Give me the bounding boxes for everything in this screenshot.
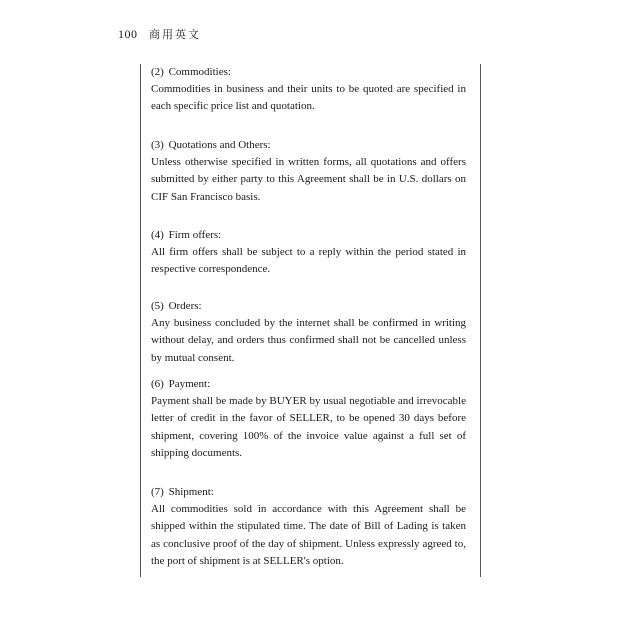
clause-shipment — [151, 484, 466, 571]
page-header — [118, 26, 201, 42]
clause-number: (7) — [151, 486, 164, 498]
clause-body: Payment shall be made by BUYER by usual negotiable and irrevocable letter of credit in the favor of SELLER, to be opened 30 days before shipment, covering 100% of the invoice value against a full set of shipping documents. — [151, 395, 466, 460]
clause-firm-offers — [151, 227, 466, 279]
clause-heading — [151, 484, 466, 501]
clause-title: Orders: — [168, 300, 202, 312]
clause-title: Commodities: — [168, 66, 231, 78]
clause-title: Payment: — [168, 378, 211, 390]
clause-heading — [151, 376, 466, 393]
clause-body: Unless otherwise specified in written forms, all quotations and offers submitted by either party to this Agreement shall be in U.S. dollars on CIF San Francisco basis. — [151, 156, 466, 203]
clause-number: (6) — [151, 378, 164, 390]
clause-title: Firm offers: — [168, 229, 222, 241]
clause-heading — [151, 298, 466, 315]
clause-payment — [151, 376, 466, 463]
clause-heading — [151, 227, 466, 244]
clause-number: (2) — [151, 66, 164, 78]
clause-orders — [151, 298, 466, 367]
clause-body: All firm offers shall be subject to a reply within the period stated in respective correspondence. — [151, 246, 466, 276]
clause-title: Shipment: — [168, 486, 214, 498]
clause-title: Quotations and Others: — [168, 139, 271, 151]
clause-commodities — [151, 64, 466, 116]
clause-number: (3) — [151, 139, 164, 151]
clause-body: All commodities sold in accordance with this Agreement shall be shipped within the stipulated time. The date of Bill of Lading is taken as conclusive proof of the day of shipment. Unless expressly agreed to, the port of shipment is at SELLER's option. — [151, 503, 466, 568]
clause-number: (5) — [151, 300, 164, 312]
clause-body: Any business concluded by the internet shall be confirmed in writing without delay, and orders thus confirmed shall not be cancelled unless by mutual consent. — [151, 317, 466, 364]
page-number: 100 — [118, 27, 138, 41]
running-title: 商用英文 — [149, 28, 201, 41]
clause-body: Commodities in business and their units to be quoted are specified in each specific price list and quotation. — [151, 83, 466, 113]
clause-heading — [151, 137, 466, 154]
clause-number: (4) — [151, 229, 164, 241]
clause-heading — [151, 64, 466, 81]
clause-quotations — [151, 137, 466, 206]
